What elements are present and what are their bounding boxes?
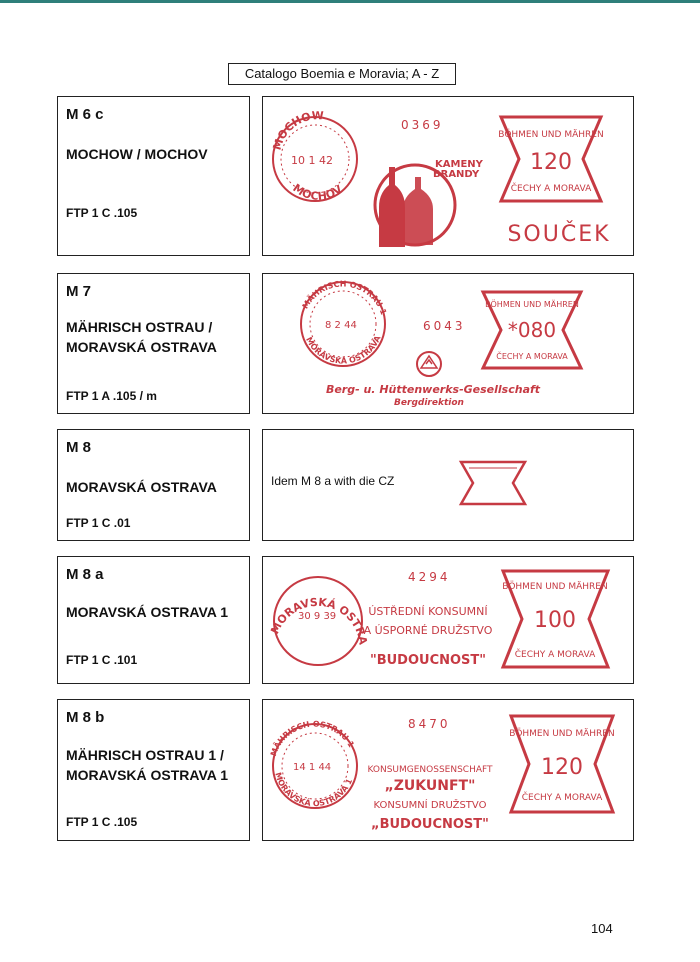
postage-value: 120 [530,150,572,175]
entry-label-box [57,273,250,414]
entry-place-line2: MORAVSKÁ OSTRAVA 1 [66,767,229,783]
bottle-icon [403,177,433,245]
frame-top-text: BÖHMEN UND MÄHREN [498,130,604,140]
meter-stamp-box [262,429,634,541]
entry-ftp: FTP 1 C .101 [66,653,138,667]
ad-text: KONSUMGENOSSENSCHAFT [367,765,493,775]
meter-serial: 8470 [408,717,451,731]
frame-bottom-text: ČECHY A MORAVA [510,184,592,194]
postmark-bottom-text: MORAVSKÁ OSTRAVA 1 [273,771,355,809]
svg-text:MORAVSKÁ OSTRAVA 1 [260,267,383,366]
entry-code: M 8 [66,439,92,456]
ad-text: BRANDY [433,169,480,180]
entry-code: M 7 [66,283,92,300]
postmark-top-text: MÄHRISCH OSTRAU 1 [268,719,356,758]
meter-stamp-box [260,267,634,414]
postmark-date: 30 9 39 [298,611,337,622]
postage-value: 100 [534,608,576,633]
meter-stamp-image [263,700,635,842]
entry-place: MORAVSKÁ OSTRAVA 1 [66,604,229,620]
ad-text: ÚSTŘEDNÍ KONSUMNÍ [368,605,488,618]
entry-label-box [57,699,250,841]
entry-ftp: FTP 1 A .105 / m [66,389,157,403]
ad-footer-text: SOUČEK [507,222,611,247]
page-number: 104 [591,921,613,936]
entry-place: MORAVSKÁ OSTRAVA [66,479,217,495]
entry-place-line1: MÄHRISCH OSTRAU / [66,319,213,335]
svg-text:MÄHRISCH OSTRAU 1 [301,279,389,316]
meter-serial: 0369 [401,118,444,132]
svg-text:MORAVSKÁ OSTRAVA 1 [273,771,354,808]
ad-text: „BUDOUCNOST" [371,817,489,832]
meter-stamp-image [263,97,635,257]
postmark-date: 10 1 42 [291,154,333,167]
frame-top-text: BÖHMEN UND MÄHREN [502,582,608,592]
meter-serial: 6043 [423,319,466,333]
meter-serial: 4294 [408,570,451,584]
postage-value: *080 [507,318,557,342]
meter-stamp-image [258,547,635,685]
entry-place: MOCHOW / MOCHOV [66,146,208,162]
postmark-top-text: MÄHRISCH OSTRAU 1 [300,279,389,317]
meter-stamp-box [262,96,634,256]
catalog-header: Catalogo Boemia e Moravia; A - Z [228,63,456,85]
entry-label-box [57,429,250,541]
postmark-top-text: MOCHOW [270,109,324,152]
ad-text: „ZUKUNFT" [384,778,476,794]
svg-text:MORAVSKÁ OSTRAVA 1 [259,547,370,646]
ad-text: A ÚSPORNÉ DRUŽSTVO [363,624,493,637]
entry-place-line2: MORAVSKÁ OSTRAVA [66,339,217,355]
entry-ftp: FTP 1 C .105 [66,206,138,220]
frame-top-text: BÖHMEN UND MÄHREN [509,729,615,739]
meter-stamp-box [262,699,634,841]
frame-bottom-text: ČECHY A MORAVA [496,352,568,361]
frame-bottom-text: ČECHY A MORAVA [521,793,603,803]
entry-code: M 6 c [66,106,104,123]
ad-text: Bergdirektion [394,398,464,408]
entry-place-line1: MÄHRISCH OSTRAU 1 / [66,747,224,763]
postmark-bottom-text: MOCHOV [290,181,345,203]
frame-top-text: BÖHMEN UND MÄHREN [485,300,579,309]
entry-code: M 8 b [66,709,105,726]
meter-stamp-box [258,547,634,684]
postmark-date: 14 1 44 [293,762,332,773]
die-fragment-image [263,430,635,542]
svg-text:MOCHOV [290,181,345,203]
ad-text: "BUDOUCNOST" [369,653,487,668]
entry-note: Idem M 8 a with die CZ [271,474,395,488]
frame-bottom-text: ČECHY A MORAVA [514,650,596,660]
ad-text: KONSUMNÍ DRUŽSTVO [373,800,487,811]
entry-label-box [57,556,250,684]
meter-stamp-image [260,267,635,415]
ad-text: Berg- u. Hüttenwerks-Gesellschaft [325,383,541,396]
entry-label-box [57,96,250,256]
entry-ftp: FTP 1 C .01 [66,516,131,530]
entry-ftp: FTP 1 C .105 [66,815,138,829]
postmark-text: MORAVSKÁ OSTRAVA 1 [258,547,370,645]
page-top-edge [0,0,700,3]
postage-value: 120 [541,755,583,780]
ad-text: KAMENY [435,159,483,170]
svg-text:MÄHRISCH OSTRAU 1 [269,720,356,758]
entry-code: M 8 a [66,566,104,583]
postmark-bottom-text: MORAVSKÁ OSTRAVA 1 [260,267,383,366]
postmark-date: 8 2 44 [325,320,357,331]
